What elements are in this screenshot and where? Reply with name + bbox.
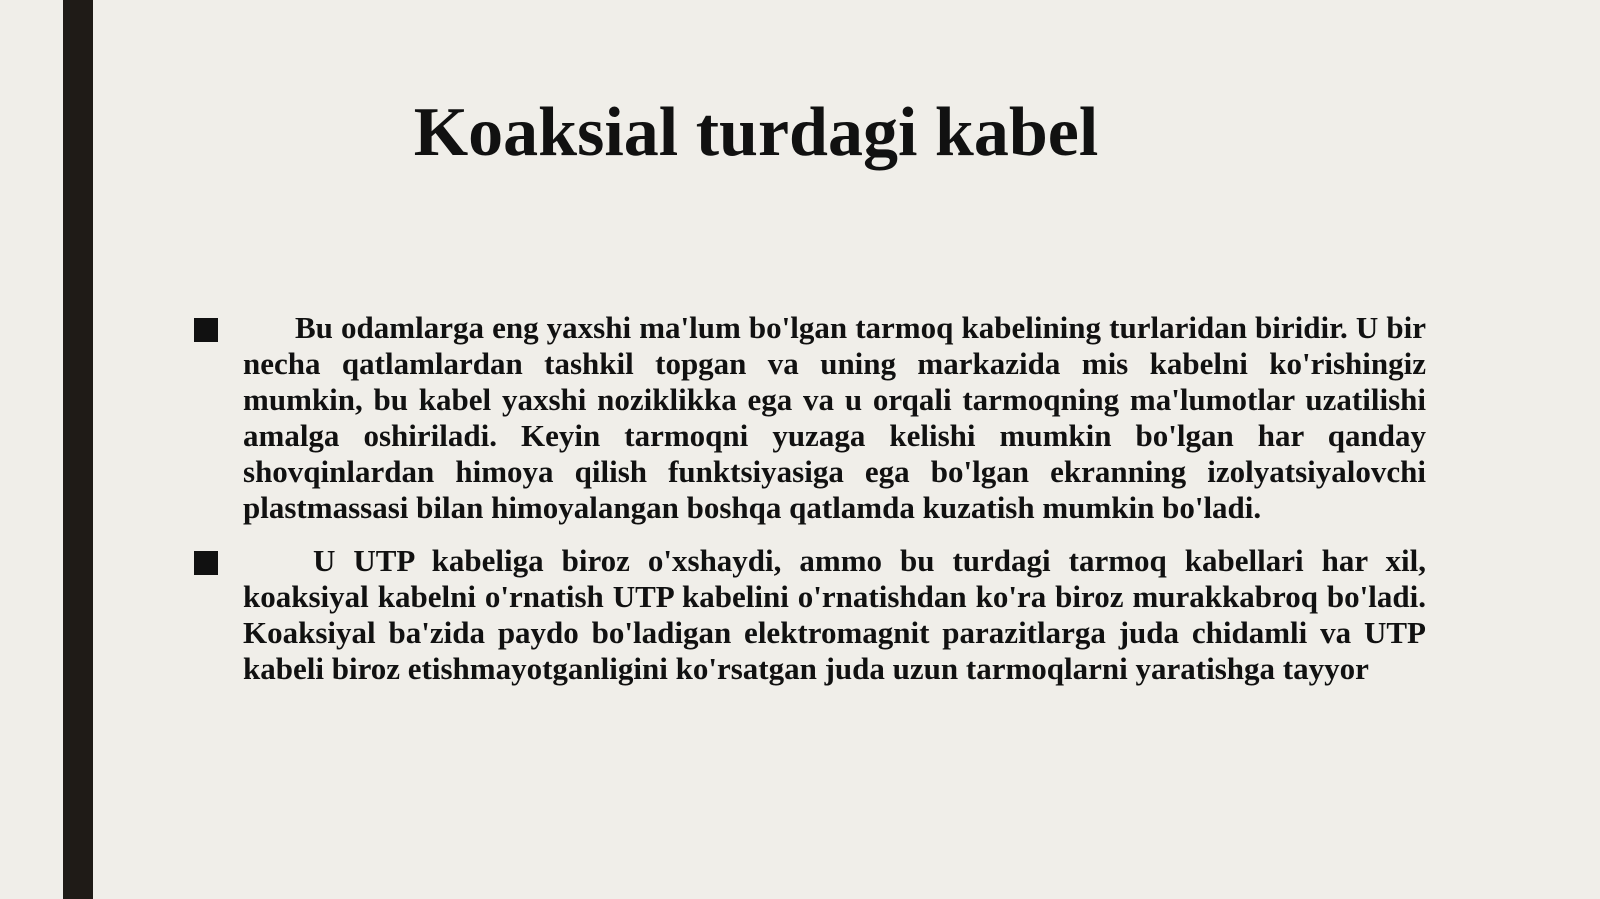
bullet-item [194, 543, 1426, 687]
bullet-item [194, 310, 1426, 526]
bullet-text: U UTP kabeliga biroz o'xshaydi, ammo bu turdagi tarmoq kabellari har xil, koaksiyal kabelni o'rnatish UTP kabelini o'rnatishdan ko'ra biroz murakkabroq bo'ladi. Koaksiyal ba'zida paydo bo'ladigan elektromagnit parazitlarga juda chidamli va UTP kabeli biroz etishmayotganligini ko'rsatgan juda uzun tarmoqlarni yaratishga tayyor [243, 543, 1426, 686]
slide-title-text: Koaksial turdagi kabel [413, 94, 1099, 171]
square-bullet-icon [194, 551, 218, 575]
square-bullet-icon [194, 318, 218, 342]
bullet-text: Bu odamlarga eng yaxshi ma'lum bo'lgan tarmoq kabelining turlaridan biridir. U bir necha qatlamlardan tashkil topgan va uning markazida mis kabelni ko'rishingiz mumkin, bu kabel yaxshi noziklikka ega va u orqali tarmoqning ma'lumotlar uzatilishi amalga oshiriladi. Keyin tarmoqni yuzaga kelishi mumkin bo'lgan har qanday shovqinlardan himoya qilish funktsiyasiga ega bo'lgan ekranning izolyatsiyalovchi plastmassasi bilan himoyalangan boshqa qatlamda kuzatish mumkin bo'ladi. [243, 310, 1426, 525]
slide-title [0, 88, 1560, 178]
bullet-list [194, 310, 1426, 704]
